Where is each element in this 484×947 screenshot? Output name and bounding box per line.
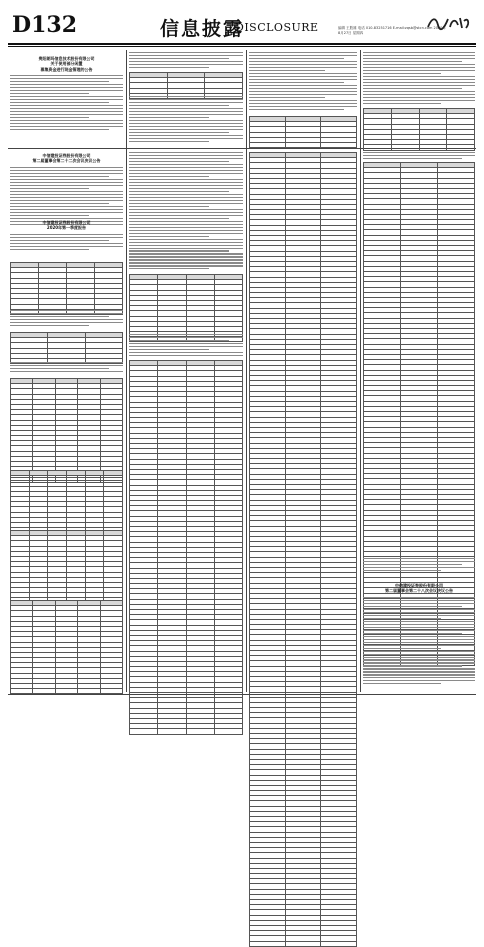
notice-block-1 [10, 50, 123, 146]
financial-table [129, 360, 243, 735]
notice-title-line: 2020年第一季度报告 [46, 225, 87, 231]
body-text [129, 334, 243, 358]
section-title: 信息披露 [160, 18, 245, 40]
body-text [129, 152, 243, 271]
column-divider [246, 50, 247, 692]
body-text [10, 362, 123, 374]
page-header [0, 0, 484, 46]
notice-company: 中信建投证券股份有限公司 [395, 583, 443, 588]
header-rule-thin [8, 46, 476, 47]
financial-table [249, 116, 357, 148]
logo-icon [426, 13, 472, 33]
financial-table [10, 530, 123, 604]
body-text [249, 52, 357, 112]
page-number: D132 [12, 12, 78, 38]
financial-table [129, 72, 243, 99]
financial-table [129, 274, 243, 342]
header-meta: 编辑 王胜雄 电话 010-83251716 E-mail:zqsb@stcn.com 2020年8月27日 星期四 [338, 26, 446, 35]
notice-company: 中信建投证券股份有限公司 [42, 153, 91, 158]
notice-title-line: 募集资金进行现金管理的公告 [40, 66, 93, 72]
body-text [363, 52, 475, 106]
column-divider [126, 50, 127, 692]
financial-table [10, 470, 123, 533]
notice-block-3 [10, 218, 123, 258]
body-text [363, 152, 475, 161]
body-text [10, 310, 123, 328]
footer-rule [8, 694, 476, 695]
column-divider [360, 50, 361, 692]
body-text [363, 558, 475, 573]
notice-title-line: 关于使用部分闲置 [50, 61, 83, 67]
header-rule [8, 43, 476, 45]
financial-table [10, 262, 123, 315]
financial-table [10, 332, 123, 364]
notice-block-4 [363, 582, 475, 690]
notice-title-line: 第二届董事会第二十二次会议决议公告 [32, 158, 101, 164]
notice-company: 中信建投证券股份有限公司 [42, 220, 91, 225]
financial-table [363, 108, 475, 151]
newspaper-logo [426, 13, 472, 37]
section-title-en: DISCLOSURE [235, 21, 319, 34]
financial-table [10, 378, 123, 483]
body-text [129, 96, 243, 144]
notice-company: 贵阳朗玛信息技术股份有限公司 [38, 56, 95, 61]
financial-table [249, 152, 357, 947]
body-text [129, 52, 243, 70]
notice-title-line: 第二届董事会第二十八次会议决议公告 [385, 588, 453, 594]
financial-table [10, 600, 123, 694]
